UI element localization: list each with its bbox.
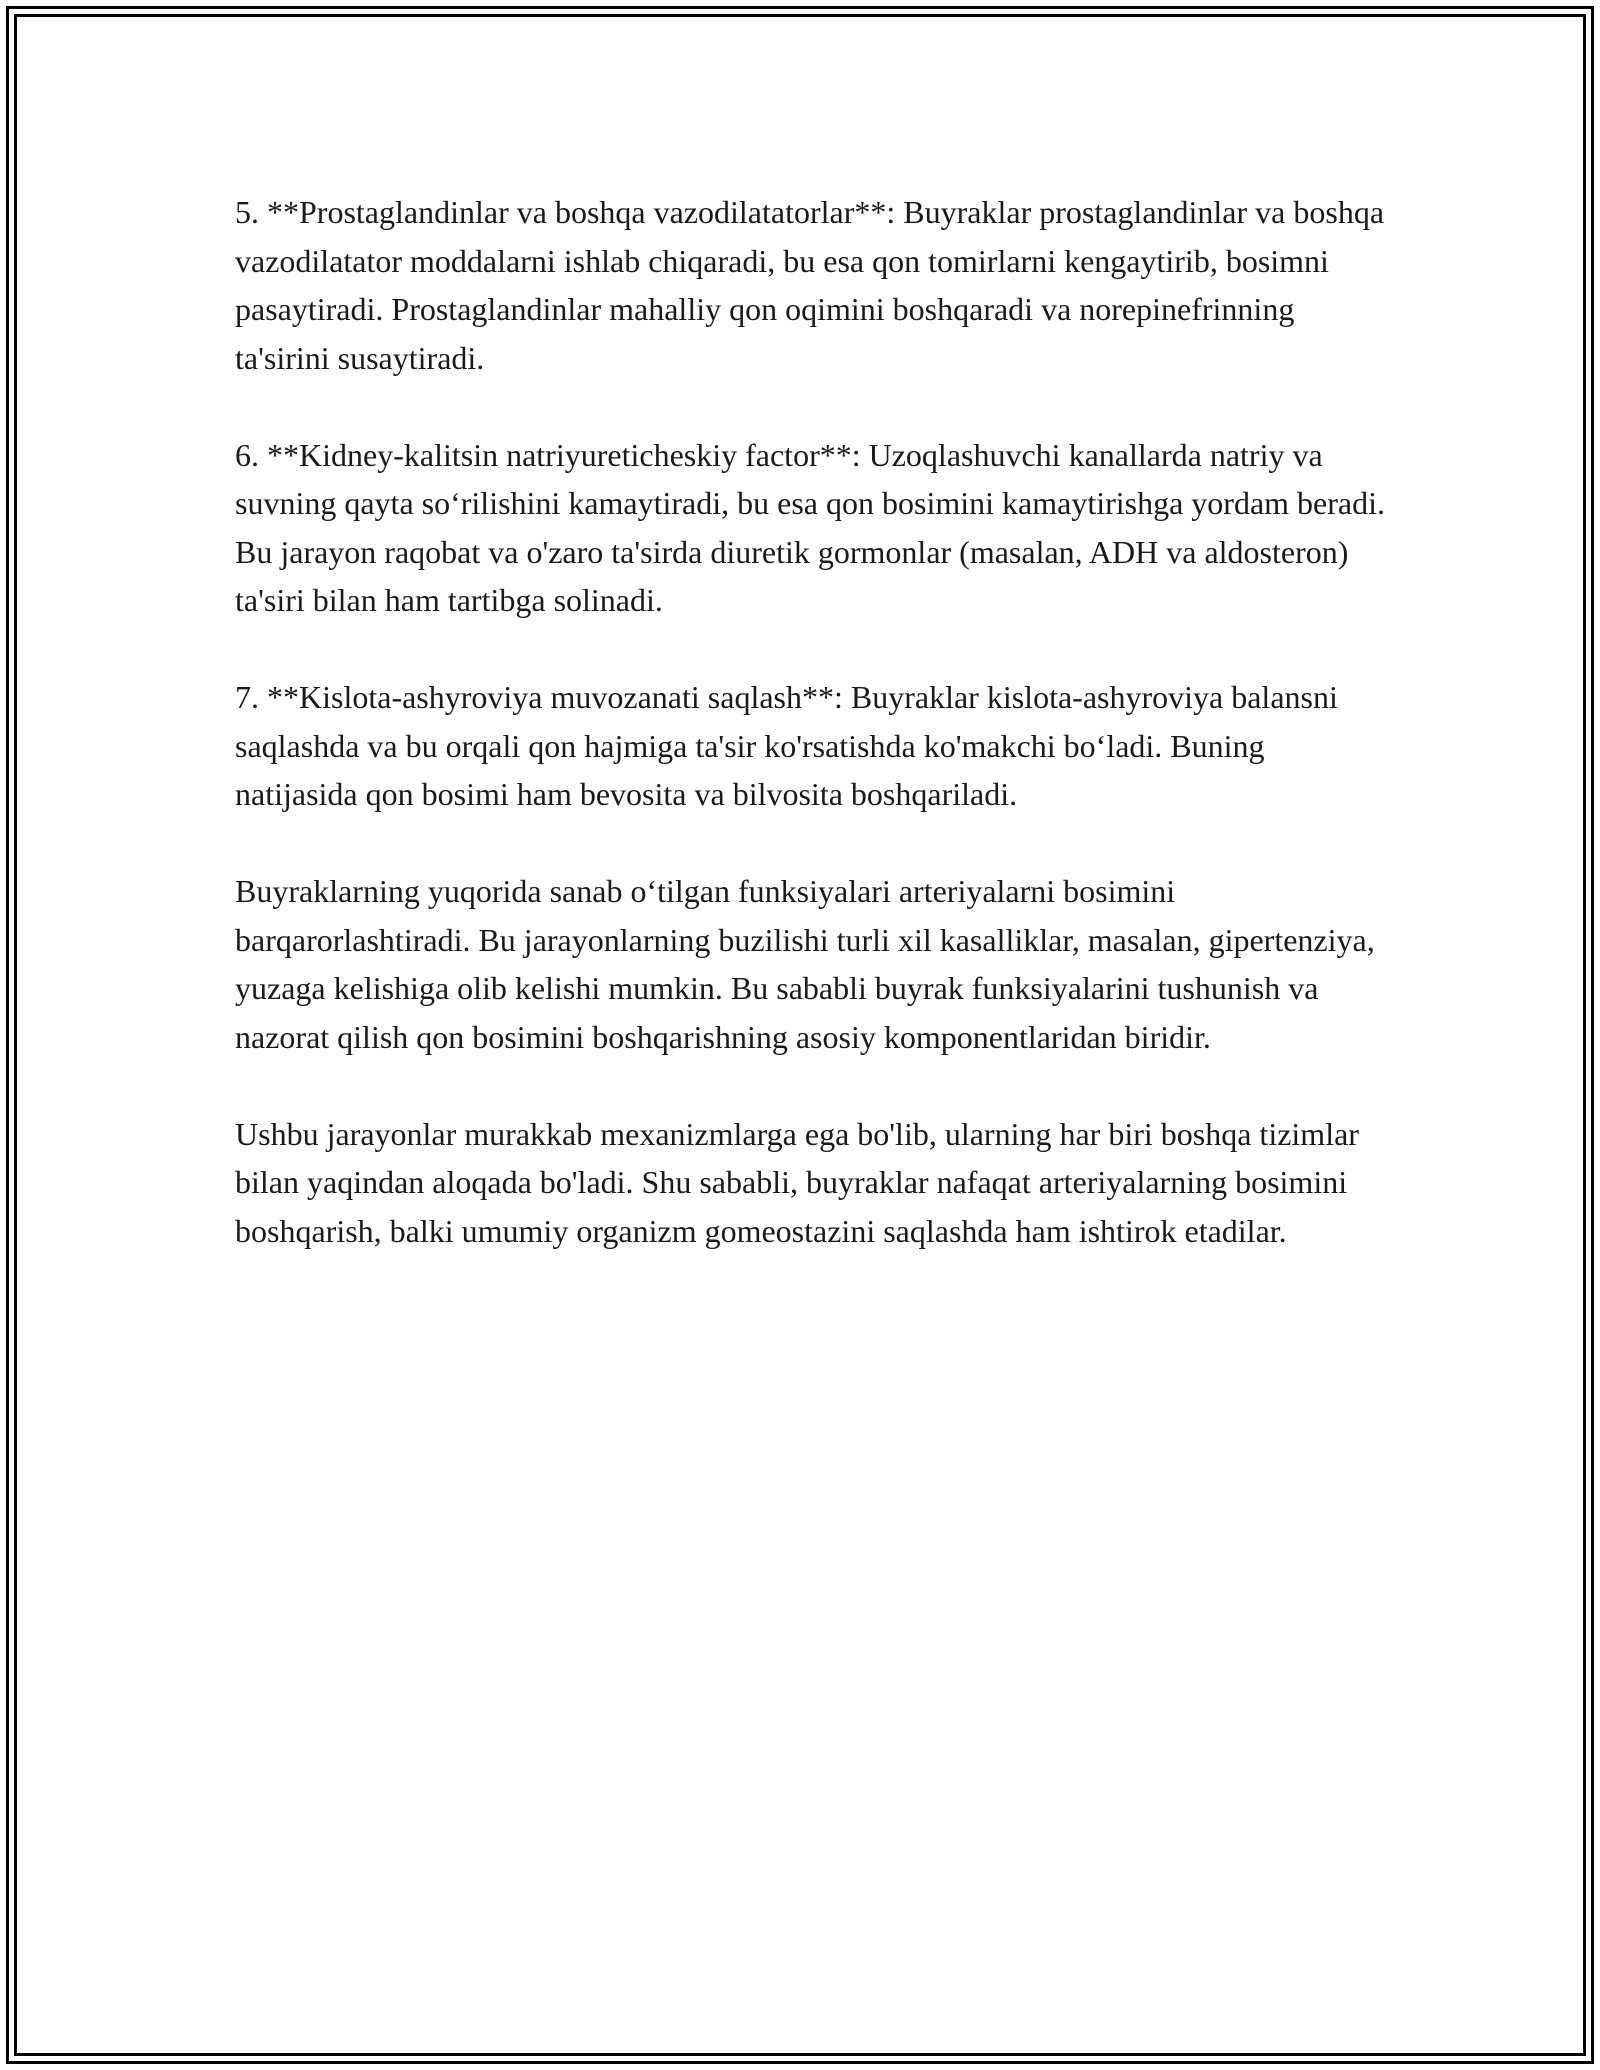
paragraph-conclusion: Ushbu jarayonlar murakkab mexanizmlarga ega bo'lib, ularning har biri boshqa tizimlar bilan yaqindan aloqada bo'ladi. Shu sababli, buyraklar nafaqat arteriyalarning bosimini boshqarish, balki umumiy organizm gomeostazini saqlashda ham ishtirok etadilar. <box>235 1115 1359 1249</box>
paragraph-acid-base-balance: 7. **Kislota-ashyroviya muvozanati saqlash**: Buyraklar kislota-ashyroviya balansni saqlashda va bu orqali qon hajmiga ta'sir ko'rsatishda ko'makchi bo‘ladi. Buning natijasida qon bosimi ham bevosita va bilvosita boshqariladi. <box>235 679 1338 812</box>
paragraph-prostaglandins: 5. **Prostaglandinlar va boshqa vazodilatatorlar**: Buyraklar prostaglandinlar va boshqa vazodilatator moddalarni ishlab chiqaradi, bu esa qon tomirlarni kengaytirib, bosimni pasaytiradi. Prostaglandinlar mahalliy qon oqimini boshqaradi va norepinefrinning ta'sirini susaytiradi. <box>235 194 1385 376</box>
paragraph-summary: Buyraklarning yuqorida sanab o‘tilgan funksiyalari arteriyalarni bosimini barqarorlashtiradi. Bu jarayonlarning buzilishi turli xil kasalliklar, masalan, gipertenziya, yuzaga kelishiga olib kelishi mumkin. Bu sababli buyrak funksiyalarini tushunish va nazorat qilish qon bosimini boshqarishning asosiy komponentlaridan biridir. <box>235 873 1375 1055</box>
document-body <box>235 188 1385 1255</box>
paragraph-natriuretic-factor: 6. **Kidney-kalitsin natriyureticheskiy factor**: Uzoqlashuvchi kanallarda natriy va suvning qayta so‘rilishini kamaytiradi, bu esa qon bosimini kamaytirishga yordam beradi. Bu jarayon raqobat va o'zaro ta'sirda diuretik gormonlar (masalan, ADH va aldosteron) ta'siri bilan ham tartibga solinadi. <box>235 436 1385 618</box>
